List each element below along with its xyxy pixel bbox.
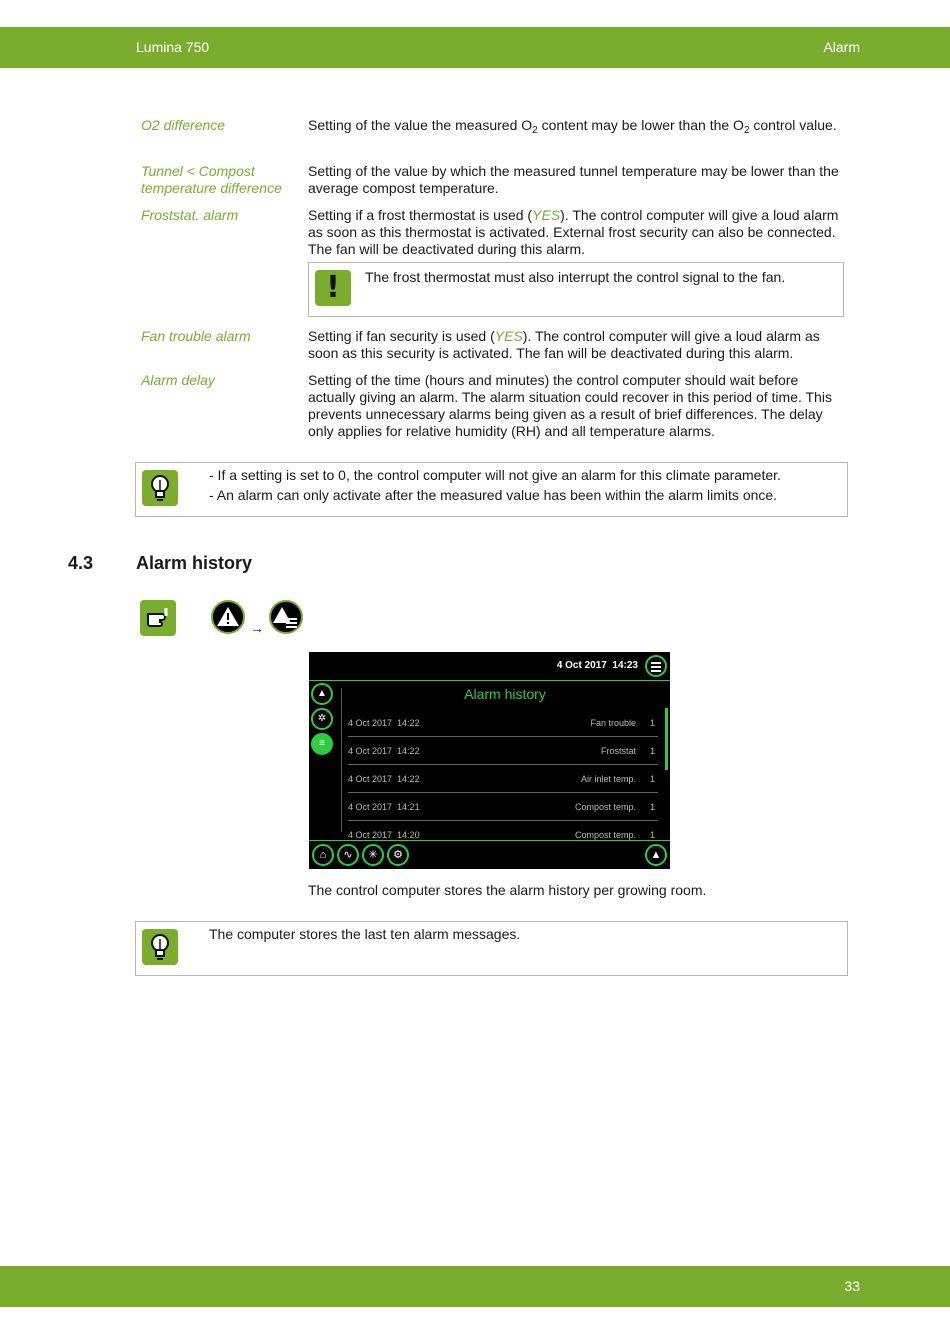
- screen-divider: [309, 680, 670, 681]
- alarm-status-icon[interactable]: ▲: [645, 844, 667, 866]
- screen-caption: The control computer stores the alarm history per growing room.: [308, 882, 707, 898]
- desc-tunnel-compost: Setting of the value by which the measured tunnel temperature may be lower than the average compost temperature.: [308, 163, 839, 196]
- climate-icon[interactable]: ✳: [362, 844, 384, 866]
- page-number: 33: [844, 1278, 860, 1294]
- fan-alarm-tab-icon[interactable]: ✲: [311, 708, 333, 730]
- table-row: 4 Oct 2017 14:21 Compost temp. 1: [348, 792, 658, 821]
- alarm-icon: [211, 600, 245, 634]
- table-row: 4 Oct 2017 14:22 Froststat 1: [348, 736, 658, 765]
- screen-title: Alarm history: [464, 686, 546, 702]
- tip-box: [135, 462, 848, 517]
- lightbulb-icon: [142, 470, 178, 506]
- term-fan-trouble: Fan trouble alarm: [141, 328, 251, 344]
- term-froststat-alarm: Froststat. alarm: [141, 207, 239, 223]
- exclamation-icon: !: [315, 270, 351, 306]
- desc-froststat-alarm: Setting if a frost thermostat is used (YES). The control computer will give a loud alarm as soon as this thermostat is activated. External frost security can also be connected. The fan will be deactivated during this alarm.: [308, 207, 839, 257]
- home-icon[interactable]: ⌂: [312, 844, 334, 866]
- section-number: 4.3: [68, 553, 94, 573]
- screen-datetime: 4 Oct 2017 14:23: [556, 660, 638, 671]
- tip-2-text: The computer stores the last ten alarm messages.: [209, 926, 521, 942]
- table-row: 4 Oct 2017 14:22 Fan trouble 1: [348, 708, 658, 737]
- header-chapter: Alarm: [823, 39, 860, 55]
- settings-icon[interactable]: ⚙: [387, 844, 409, 866]
- tip-line-1: - If a setting is set to 0, the control computer will not give an alarm for this climate parameter.: [209, 467, 781, 483]
- desc-o2-difference: Setting of the value the measured $O_2$ content may be lower than the $O_2$ control value.: [308, 117, 837, 136]
- warning-text: The frost thermostat must also interrupt the control signal to the fan.: [365, 269, 786, 285]
- tip-line-2: - An alarm can only activate after the measured value has been within the alarm limits once.: [209, 487, 778, 503]
- sidebar-divider: [341, 688, 342, 832]
- header-product: Lumina 750: [136, 39, 210, 55]
- term-o2-difference: O2 difference: [141, 117, 226, 133]
- desc-alarm-delay: Setting of the time (hours and minutes) the control computer should wait before actually giving an alarm. The alarm situation could recover in this period of time. This prevents unnecessary alarms being given as a result of brief differences. The delay only applies for relative humidity (RH) and all temperature alarms.: [308, 372, 832, 439]
- screen-bottom-divider: [309, 840, 670, 841]
- alarm-history-tab-icon[interactable]: ≡: [311, 733, 333, 755]
- warning-box: [308, 262, 844, 317]
- lightbulb-icon: [142, 929, 178, 965]
- hand-pointer-icon: [140, 600, 176, 636]
- alarm-history-icon: [269, 600, 303, 634]
- arrow-icon: →: [250, 620, 264, 636]
- scrollbar[interactable]: [665, 708, 668, 770]
- term-alarm-delay: Alarm delay: [141, 372, 215, 388]
- table-row: 4 Oct 2017 14:22 Air inlet temp. 1: [348, 764, 658, 793]
- table-row: 4 Oct 2017 14:20 Compost temp. 1: [348, 830, 655, 840]
- menu-icon[interactable]: [645, 655, 667, 677]
- page-header: [0, 27, 950, 68]
- page-footer: [0, 1266, 950, 1307]
- tip-box-2: [135, 921, 848, 976]
- graph-icon[interactable]: ∿: [337, 844, 359, 866]
- section-title: Alarm history: [136, 553, 253, 573]
- alarm-history-screen: [309, 652, 670, 869]
- desc-fan-trouble: Setting if fan security is used (YES). The control computer will give a loud alarm as soon as this security is activated. The fan will be deactivated during this alarm.: [308, 328, 820, 361]
- term-tunnel-compost: Tunnel < Compost temperature difference: [141, 163, 282, 196]
- alarm-tab-icon[interactable]: ▲: [311, 683, 333, 705]
